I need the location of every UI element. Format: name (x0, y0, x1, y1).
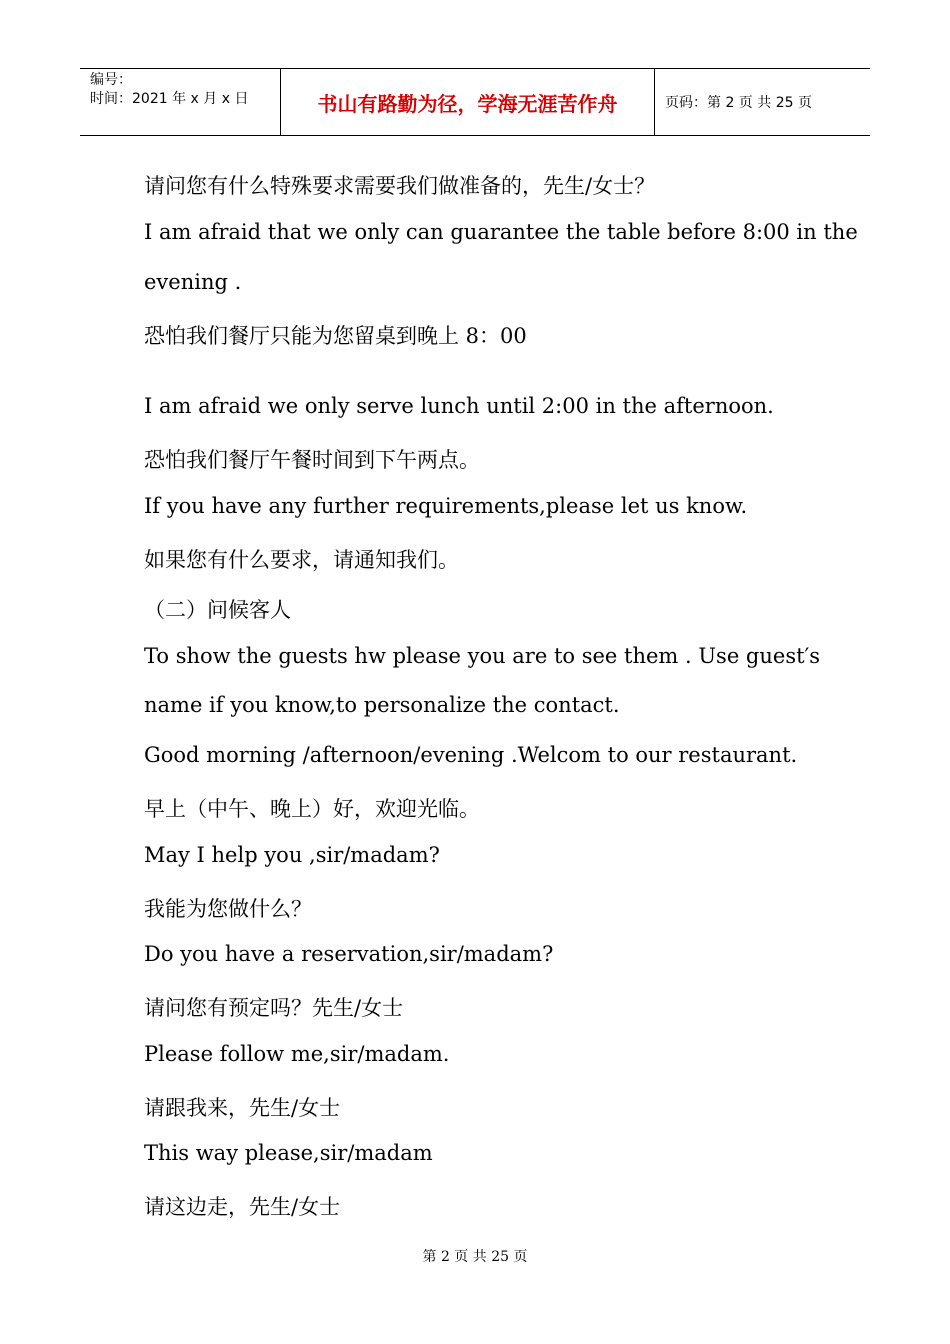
number-label: 编号： (90, 72, 132, 88)
body-line: Good morning /afternoon/evening .Welcom to our restaurant. (144, 743, 798, 767)
body-line: 请问您有预定吗？先生/女士 (144, 996, 404, 1020)
body-line: This way please,sir/madam (144, 1141, 433, 1165)
time-label: 时间：2021 年 x 月 x 日 (90, 91, 249, 107)
body-line: 我能为您做什么？ (144, 897, 312, 921)
body-line: 请这边走，先生/女士 (144, 1195, 341, 1219)
body-line: 恐怕我们餐厅午餐时间到下午两点。 (144, 448, 480, 472)
header-page-info: 页码：第 2 页 共 25 页 (665, 95, 812, 111)
body-line: name if you know,to personalize the contact. (144, 693, 620, 717)
section-heading: （二）问候客人 (144, 598, 291, 622)
body-line: 如果您有什么要求，请通知我们。 (144, 548, 459, 572)
body-line: May I help you ,sir/madam? (144, 843, 440, 867)
body-line: I am afraid we only serve lunch until 2:00 in the afternoon. (144, 394, 774, 418)
body-line: I am afraid that we only can guarantee the table before 8:00 in the (144, 220, 858, 244)
body-line: If you have any further requirements,please let us know. (144, 494, 748, 518)
body-line: evening . (144, 270, 242, 294)
body-line: 请问您有什么特殊要求需要我们做准备的，先生/女士？ (144, 174, 656, 198)
page-header (80, 68, 870, 136)
header-meta-cell (80, 69, 281, 135)
body-line: Please follow me,sir/madam. (144, 1042, 450, 1066)
body-line: 早上（中午、晚上）好，欢迎光临。 (144, 797, 480, 821)
body-line: 请跟我来，先生/女士 (144, 1096, 341, 1120)
body-line: Do you have a reservation,sir/madam? (144, 942, 554, 966)
body-line: 恐怕我们餐厅只能为您留桌到晚上 8：00 (144, 324, 527, 348)
body-line: To show the guests hw please you are to see them . Use guest′s (144, 644, 821, 668)
page-footer: 第 2 页 共 25 页 (422, 1249, 528, 1265)
header-motto: 书山有路勤为径，学海无涯苦作舟 (281, 69, 655, 135)
